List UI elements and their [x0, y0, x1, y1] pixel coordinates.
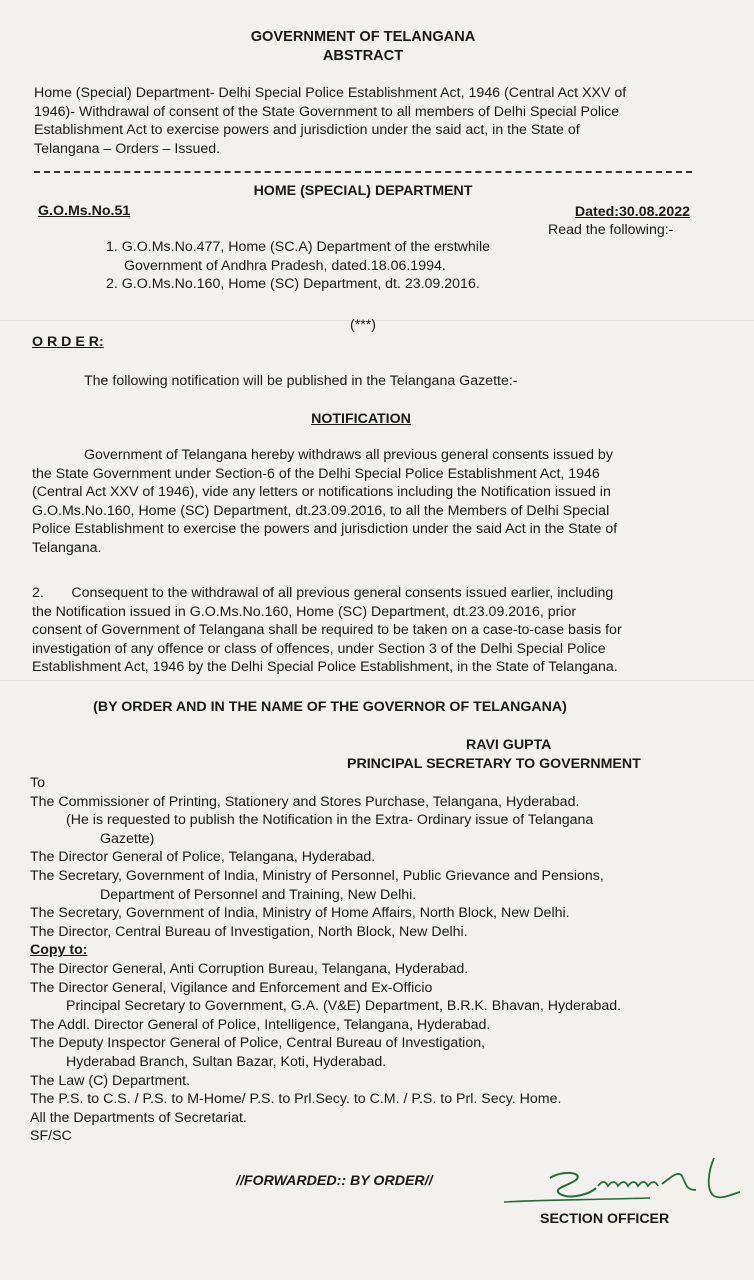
notification-para-2 — [32, 584, 692, 677]
subject-line: Telangana – Orders – Issued. — [34, 140, 221, 157]
copy-line: SF/SC — [30, 1128, 72, 1145]
abstract-heading: ABSTRACT — [322, 48, 404, 64]
forwarded-line: //FORWARDED:: BY ORDER// — [236, 1173, 433, 1189]
read-following: Read the following:- — [548, 222, 674, 238]
addressee-line: Gazette) — [100, 830, 155, 847]
subject-block — [34, 84, 694, 158]
paper-fold — [0, 680, 754, 681]
reference-item: Government of Andhra Pradesh, dated.18.06.1994. — [124, 257, 446, 274]
order-heading: O R D E R: — [32, 334, 104, 350]
para-line: 2. Consequent to the withdrawal of all previous general consents issued earlier, including — [32, 585, 614, 601]
copy-line: The Director General, Anti Corruption Bureau, Telangana, Hyderabad. — [30, 960, 469, 977]
para-line: Police Establishment to exercise the powers and jurisdiction under the said Act in the State of — [32, 521, 618, 538]
addressee-line: (He is requested to publish the Notification in the Extra- Ordinary issue of Telangana — [66, 812, 594, 829]
para-line: consent of Government of Telangana shall be required to be taken on a case-to-case basis for — [32, 622, 622, 639]
to-section — [30, 774, 720, 1146]
government-title: GOVERNMENT OF TELANGANA — [250, 29, 476, 45]
copy-line: Principal Secretary to Government, G.A. (V&E) Department, B.R.K. Bhavan, Hyderabad. — [66, 998, 622, 1015]
by-order-line — [0, 698, 660, 717]
subject-line: 1946)- Withdrawal of consent of the State Government to all members of Delhi Special Police — [34, 103, 620, 120]
signature-icon — [500, 1150, 750, 1210]
copy-line: The Law (C) Department. — [30, 1072, 191, 1089]
para-line: investigation of any offence or class of offences, under Section 3 of the Delhi Special Police — [32, 640, 606, 657]
publish-line: The following notification will be published in the Telangana Gazette:- — [84, 373, 518, 389]
reference-list — [106, 238, 490, 294]
by-order-text: (BY ORDER AND IN THE NAME OF THE GOVERNOR OF TELANGANA) — [93, 699, 567, 715]
copy-line: Hyderabad Branch, Sultan Bazar, Koti, Hyderabad. — [66, 1053, 387, 1070]
copy-line: All the Departments of Secretariat. — [30, 1109, 247, 1126]
signatory-name: RAVI GUPTA — [466, 737, 552, 753]
para-line: the Notification issued in G.O.Ms.No.160, Home (SC) Department, dt.23.09.2016, prior — [32, 603, 577, 620]
addressee-line: The Secretary, Government of India, Ministry of Personnel, Public Grievance and Pensions, — [30, 867, 604, 884]
addressee-line: The Commissioner of Printing, Stationery and Stores Purchase, Telangana, Hyderabad. — [30, 793, 580, 810]
go-number: G.O.Ms.No.51 — [38, 203, 131, 219]
copy-line: The Addl. Director General of Police, Intelligence, Telangana, Hyderabad. — [30, 1016, 491, 1033]
section-officer: SECTION OFFICER — [540, 1211, 670, 1227]
copy-line: The Director General, Vigilance and Enforcement and Ex-Officio — [30, 979, 433, 996]
notification-para-1 — [32, 446, 692, 558]
addressee-line: The Director, Central Bureau of Investigation, North Block, New Delhi. — [30, 923, 468, 940]
copy-line: The Deputy Inspector General of Police, Central Bureau of Investigation, — [30, 1035, 486, 1052]
notification-heading: NOTIFICATION — [311, 411, 411, 427]
copy-line: The P.S. to C.S. / P.S. to M-Home/ P.S. to Prl.Secy. to C.M. / P.S. to Prl. Secy. Home. — [30, 1091, 562, 1108]
reference-item: 2. G.O.Ms.No.160, Home (SC) Department, dt. 23.09.2016. — [106, 276, 480, 293]
addressee-line: Department of Personnel and Training, New Delhi. — [100, 886, 417, 903]
date: Dated:30.08.2022 — [574, 204, 690, 220]
subject-line: Home (Special) Department- Delhi Special Police Establishment Act, 1946 (Central Act XXV of — [34, 85, 627, 101]
addressee-line: The Secretary, Government of India, Ministry of Home Affairs, North Block, New Delhi. — [30, 905, 570, 922]
dashed-divider — [34, 171, 692, 173]
separator-stars: (***) — [349, 317, 376, 333]
subject-line: Establishment Act to exercise powers and jurisdiction under the said act, in the State of — [34, 122, 580, 139]
department-heading: HOME (SPECIAL) DEPARTMENT — [253, 183, 473, 199]
para-line: Establishment Act, 1946 by the Delhi Special Police Establishment, in the State of Telangana. — [32, 659, 618, 676]
signatory-title: PRINCIPAL SECRETARY TO GOVERNMENT — [347, 756, 641, 772]
copy-to-label: Copy to: — [30, 942, 88, 959]
para-line: Telangana. — [32, 539, 102, 556]
para-line: G.O.Ms.No.160, Home (SC) Department, dt.23.09.2016, to all the Members of Delhi Special — [32, 502, 610, 519]
para-line: (Central Act XXV of 1946), vide any letters or notifications including the Notification issued in — [32, 484, 611, 501]
addressee-line: The Director General of Police, Telangana, Hyderabad. — [30, 849, 376, 866]
para-line: Government of Telangana hereby withdraws all previous general consents issued by — [84, 447, 613, 463]
to-label: To — [30, 775, 45, 791]
para-line: the State Government under Section-6 of the Delhi Special Police Establishment Act, 1946 — [32, 465, 600, 482]
reference-item: 1. G.O.Ms.No.477, Home (SC.A) Department of the erstwhile — [106, 239, 490, 255]
